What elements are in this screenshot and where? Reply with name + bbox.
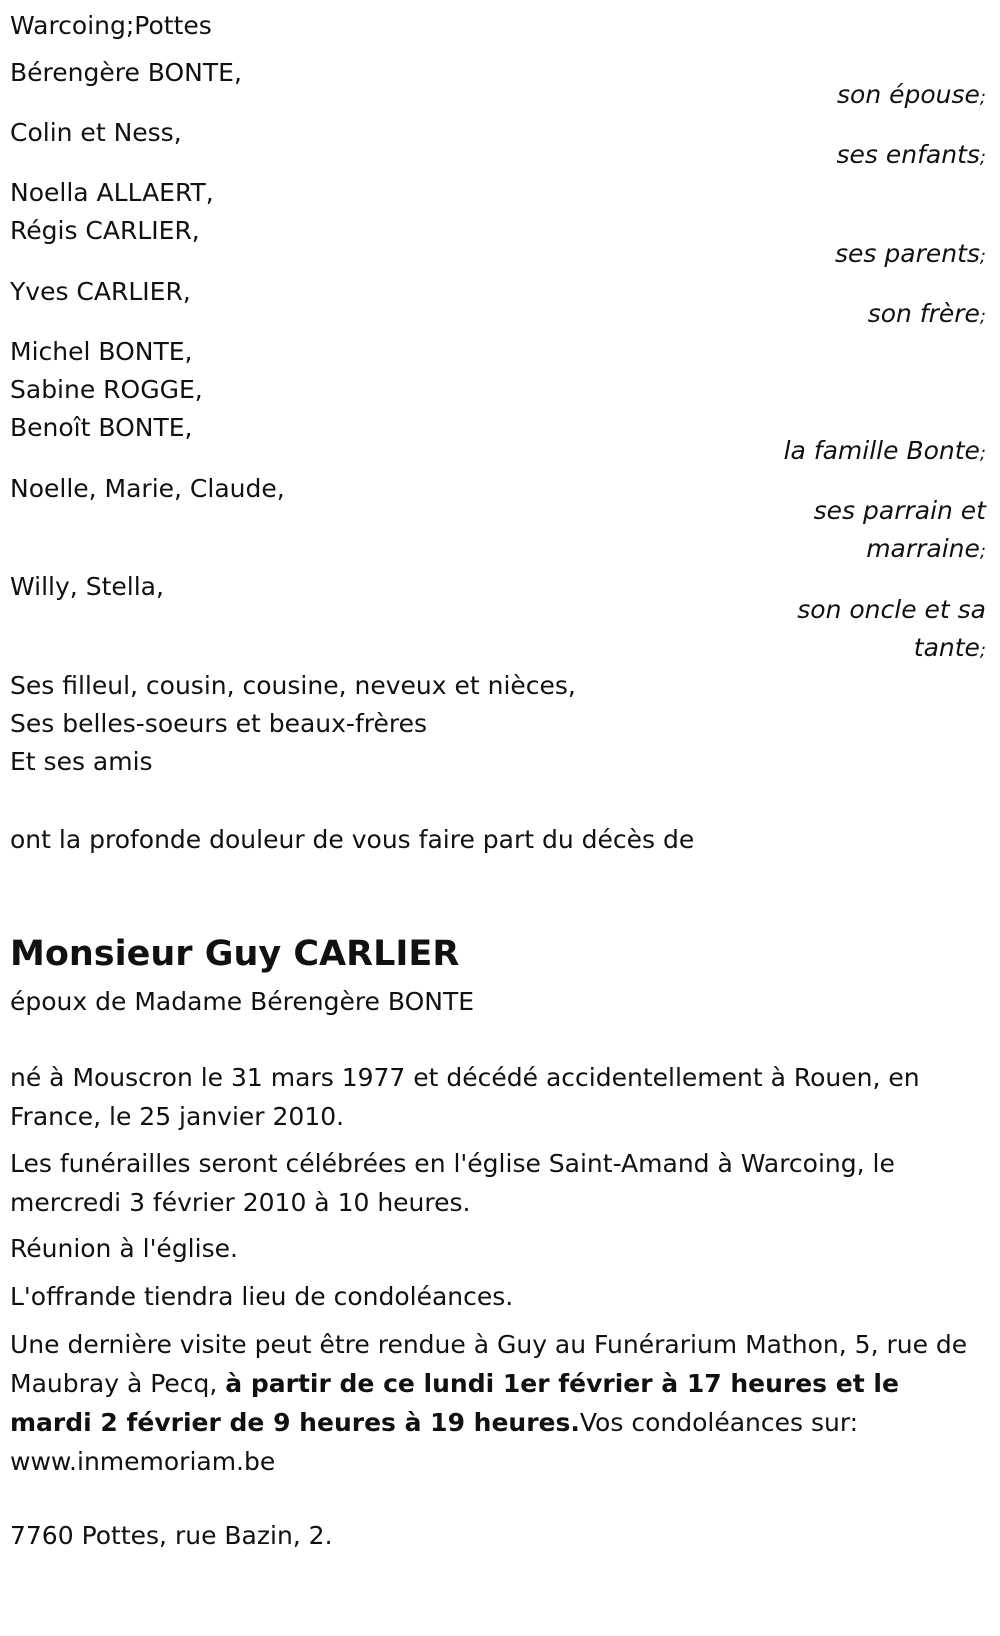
announcement-text: ont la profonde douleur de vous faire part du décès de [10, 825, 695, 854]
brother-name: Yves CARLIER, [10, 277, 191, 306]
deceased-name: Monsieur Guy CARLIER [10, 934, 460, 974]
uncle-role-line1: son oncle et sa [797, 595, 986, 624]
semicolon: ; [979, 147, 986, 168]
children-role [837, 135, 986, 177]
uncle-role-text: tante [913, 633, 980, 662]
semicolon: ; [979, 246, 986, 267]
visit-suffix: Vos condoléances sur: www.inmemoriam.be [10, 1408, 859, 1476]
location-header: Warcoing;Pottes [10, 11, 212, 40]
visit-times: à partir de ce lundi 1er février à 17 heures et le mardi 2 février de 9 heures à 19 heures. [10, 1369, 899, 1437]
semicolon: ; [979, 87, 986, 108]
spouse-role [837, 75, 986, 117]
semicolon: ; [979, 640, 986, 661]
meeting-paragraph: Réunion à l'église. [10, 1234, 238, 1263]
spouse-name: Bérengère BONTE, [10, 58, 242, 87]
brother-role [868, 294, 986, 336]
parents-role [835, 234, 986, 276]
visit-paragraph [10, 1325, 985, 1481]
parent-name-2: Régis CARLIER, [10, 216, 200, 245]
bonte-name-1: Michel BONTE, [10, 337, 193, 366]
children-names: Colin et Ness, [10, 118, 182, 147]
godparents-role-line1: ses parrain et [813, 496, 986, 525]
address-text: 7760 Pottes, rue Bazin, 2. [10, 1521, 333, 1550]
bonte-role [784, 431, 986, 473]
spouse-role-text: son épouse [837, 80, 980, 109]
children-role-text: ses enfants [836, 140, 980, 169]
visit-prefix: Une dernière visite peut être rendue à Guy au Funérarium Mathon, 5, rue de Maubray à Pecq, [10, 1330, 968, 1398]
brother-role-text: son frère [867, 299, 980, 328]
uncle-aunt-names: Willy, Stella, [10, 572, 164, 601]
spouse-of-text: époux de Madame Bérengère BONTE [10, 987, 475, 1016]
semicolon: ; [979, 541, 986, 562]
semicolon: ; [979, 306, 986, 327]
others-line-3: Et ses amis [10, 747, 153, 776]
godparents-names: Noelle, Marie, Claude, [10, 474, 285, 503]
bonte-name-3: Benoît BONTE, [10, 413, 193, 442]
bonte-role-text: la famille Bonte [783, 436, 980, 465]
godparents-role-line2 [866, 529, 986, 571]
birth-death-paragraph: né à Mouscron le 31 mars 1977 et décédé accidentellement à Rouen, en France, le 25 janvier 2010. [10, 1063, 920, 1131]
bonte-name-2: Sabine ROGGE, [10, 375, 203, 404]
semicolon: ; [979, 443, 986, 464]
godparents-role-text: marraine [866, 534, 980, 563]
funeral-paragraph: Les funérailles seront célébrées en l'église Saint-Amand à Warcoing, le mercredi 3 février 2010 à 10 heures. [10, 1149, 895, 1217]
uncle-role-line2 [914, 628, 986, 670]
others-line-2: Ses belles-soeurs et beaux-frères [10, 709, 427, 738]
parents-role-text: ses parents [835, 239, 980, 268]
parent-name-1: Noella ALLAERT, [10, 178, 214, 207]
offering-paragraph: L'offrande tiendra lieu de condoléances. [10, 1282, 514, 1311]
others-line-1: Ses filleul, cousin, cousine, neveux et nièces, [10, 671, 576, 700]
